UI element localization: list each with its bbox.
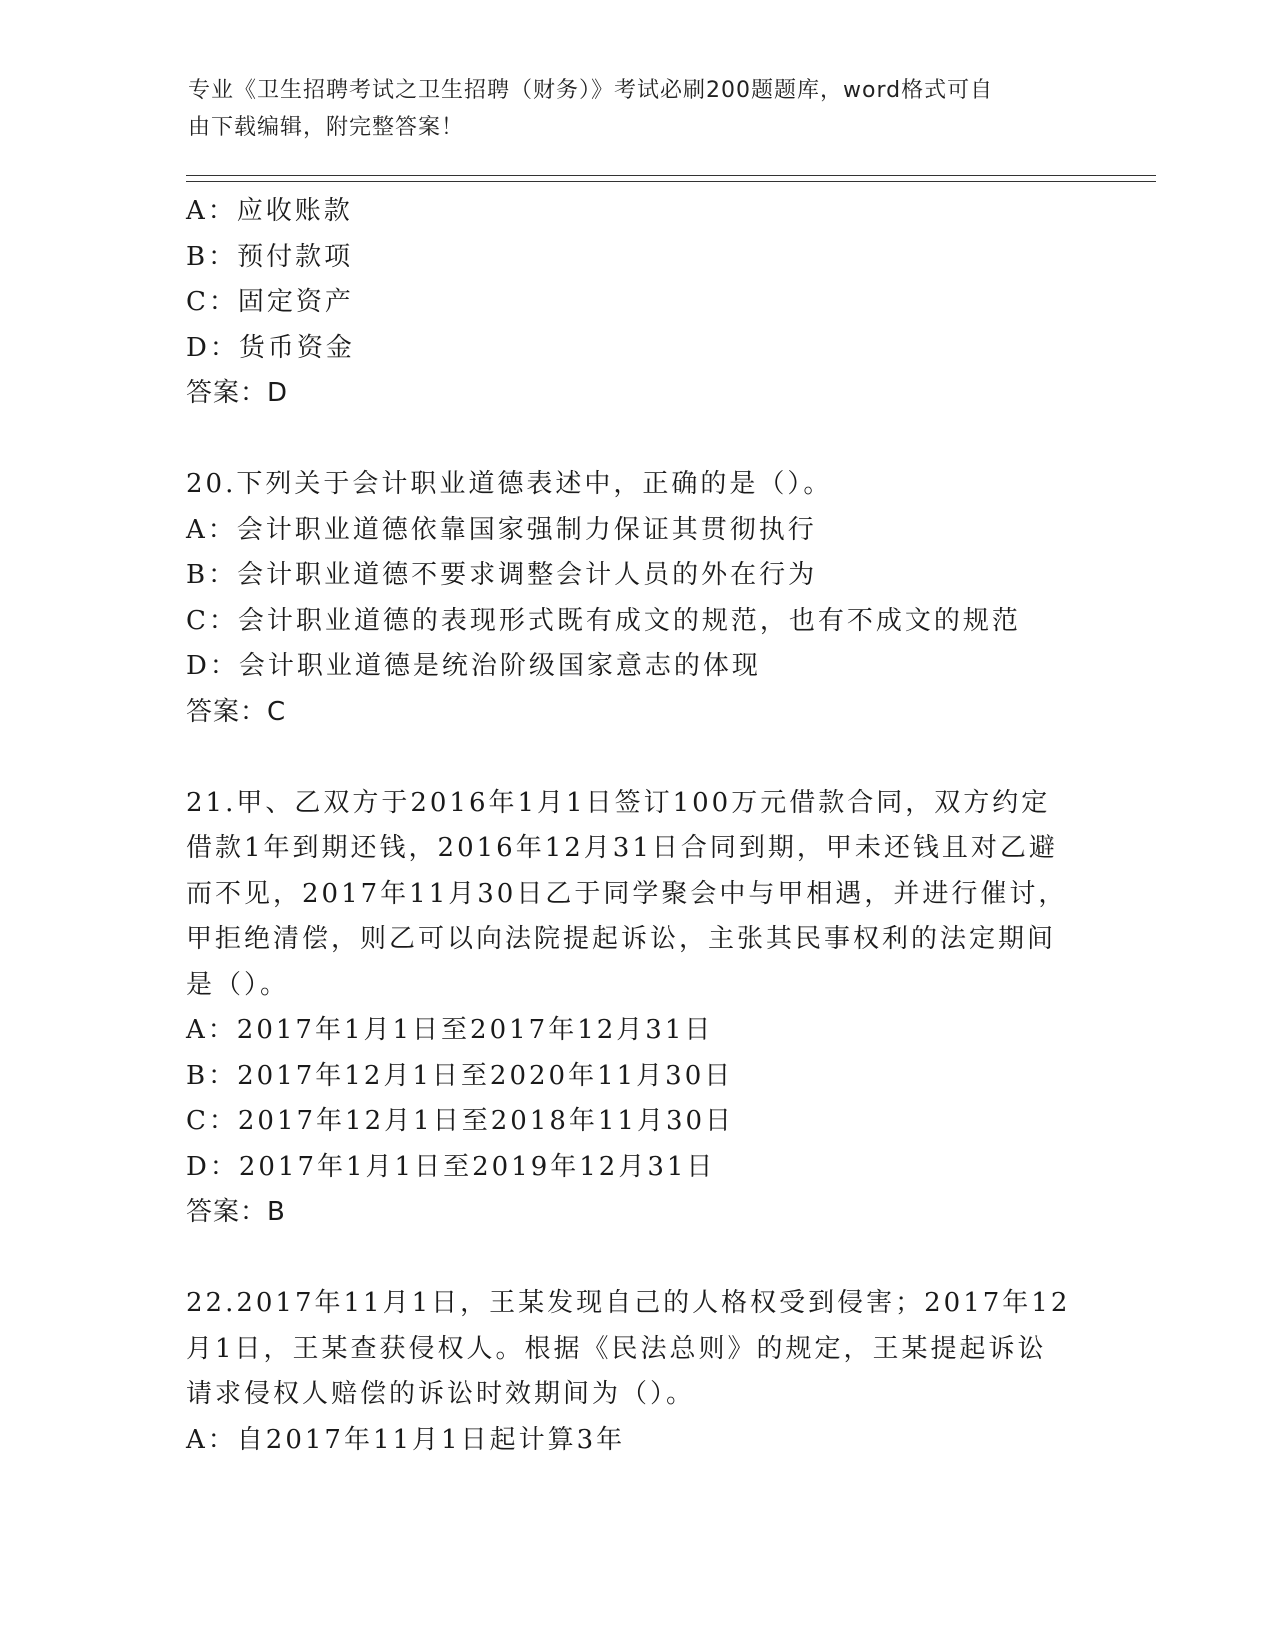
option-a: A：自2017年11月1日起计算3年 — [186, 1424, 626, 1455]
option-a: A：2017年1月1日至2017年12月31日 — [186, 1015, 714, 1045]
header-rule — [186, 175, 1156, 176]
answer: 答案：C — [186, 696, 287, 727]
option-b: B：2017年12月1日至2020年11月30日 — [186, 1060, 734, 1091]
option-d: D：货币资金 — [186, 332, 355, 363]
question-text: 20.下列关于会计职业道德表述中，正确的是（）。 — [186, 469, 833, 499]
option-b: B：会计职业道德不要求调整会计人员的外在行为 — [186, 560, 818, 590]
question-text: 甲拒绝清偿，则乙可以向法院提起诉讼，主张其民事权利的法定期间 — [186, 924, 1057, 954]
option-c: C：固定资产 — [186, 287, 354, 317]
option-b: B：预付款项 — [186, 241, 354, 272]
question-text: 21.甲、乙双方于2016年1月1日签订100万元借款合同，双方约定 — [186, 787, 1051, 818]
question-text: 22.2017年11月1日，王某发现自己的人格权受到侵害；2017年12 — [186, 1288, 1071, 1318]
header-line: 专业《卫生招聘考试之卫生招聘（财务）》考试必刷200题题库，word格式可自 — [188, 78, 994, 103]
header-line: 由下载编辑，附完整答案！ — [188, 115, 465, 140]
question-text: 月1日，王某查获侵权人。根据《民法总则》的规定，王某提起诉讼 — [186, 1333, 1047, 1364]
option-d: D：2017年1月1日至2019年12月31日 — [186, 1151, 716, 1182]
answer: 答案：B — [186, 1197, 286, 1227]
option-a: A：会计职业道德依靠国家强制力保证其贯彻执行 — [186, 514, 817, 545]
question-text: 请求侵权人赔偿的诉讼时效期间为（）。 — [186, 1379, 696, 1409]
option-a: A：应收账款 — [186, 196, 353, 226]
option-c: C：2017年12月1日至2018年11月30日 — [186, 1106, 735, 1136]
question-22 — [186, 1281, 1086, 1463]
document-header — [188, 72, 1068, 146]
question-19 — [186, 189, 1086, 417]
header-rule — [186, 181, 1156, 182]
question-text: 而不见，2017年11月30日乙于同学聚会中与甲相遇，并进行催讨， — [186, 878, 1068, 909]
spacer — [186, 417, 1086, 463]
question-20 — [186, 462, 1086, 735]
question-21 — [186, 781, 1086, 1236]
answer: 答案：D — [186, 378, 289, 408]
spacer — [186, 735, 1086, 781]
spacer — [186, 1236, 1086, 1282]
document-body — [186, 189, 1086, 1463]
option-c: C：会计职业道德的表现形式既有成文的规范，也有不成文的规范 — [186, 605, 1021, 636]
question-text: 借款1年到期还钱，2016年12月31日合同到期，甲未还钱且对乙避 — [186, 833, 1058, 863]
option-d: D：会计职业道德是统治阶级国家意志的体现 — [186, 651, 761, 681]
question-text: 是（）。 — [186, 969, 290, 1000]
